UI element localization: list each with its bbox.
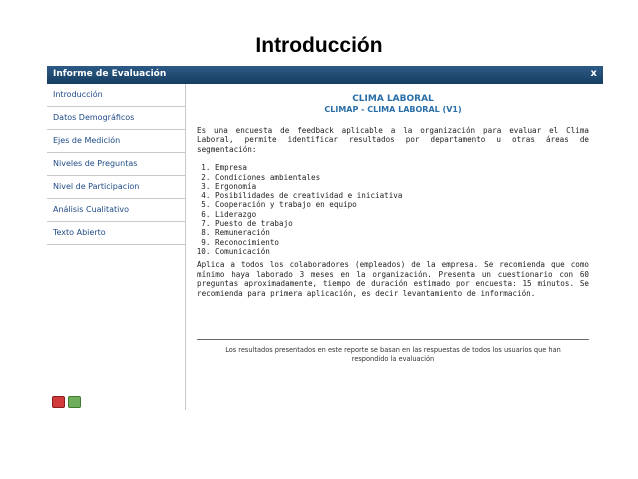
sidebar-item-texto-abierto[interactable]: Texto Abierto xyxy=(47,222,185,245)
divider xyxy=(197,339,589,340)
sidebar-item-analisis-cualitativo[interactable]: Análisis Cualitativo xyxy=(47,199,185,222)
list-item: 10. Comunicación xyxy=(215,247,589,256)
sidebar-item-introduccion[interactable]: Introducción xyxy=(47,84,185,107)
close-button[interactable]: x xyxy=(590,68,597,79)
dimension-list xyxy=(197,163,589,256)
sidebar-item-ejes-de-medicion[interactable]: Ejes de Medición xyxy=(47,130,185,153)
list-item: 3. Ergonomía xyxy=(215,182,589,191)
slide-title: Introducción xyxy=(255,34,383,57)
list-item: 4. Posibilidades de creatividad e iniciativa xyxy=(215,191,589,200)
footer-note xyxy=(197,346,589,364)
sidebar xyxy=(47,84,186,410)
report-window xyxy=(47,66,603,410)
list-item: 8. Remuneración xyxy=(215,228,589,237)
sidebar-item-datos-demograficos[interactable]: Datos Demográficos xyxy=(47,107,185,130)
pdf-export-icon[interactable] xyxy=(52,396,65,408)
intro-paragraph: Es una encuesta de feedback aplicable a la organización para evaluar el Clima Laboral, permite identificar resultados por departamento u otras áreas de segmentación: xyxy=(197,126,589,154)
sidebar-item-niveles-de-preguntas[interactable]: Niveles de Preguntas xyxy=(47,153,185,176)
list-item: 9. Reconocimiento xyxy=(215,238,589,247)
footer-line: respondido la evaluación xyxy=(351,355,435,363)
list-item: 6. Liderazgo xyxy=(215,210,589,219)
window-title: Informe de Evaluación xyxy=(53,69,167,79)
list-item: 7. Puesto de trabajo xyxy=(215,219,589,228)
footer-line: Los resultados presentados en este reporte se basan en las respuestas de todos los usuarios que han xyxy=(225,346,561,354)
excel-export-icon[interactable] xyxy=(68,396,81,408)
export-icons xyxy=(52,396,81,408)
report-content xyxy=(197,94,589,299)
sidebar-item-nivel-de-participacion[interactable]: Nivel de Participacion xyxy=(47,176,185,199)
application-paragraph: Aplica a todos los colaboradores (empleados) de la empresa. Se recomienda que como mínimo haya laborado 3 meses en la organización. Presenta un cuestionario con 60 preguntas aproximadamente, tiempo de duración estimado por encuesta: 15 minutos. Se recomienda para primera aplicación, es decir levantamiento de información. xyxy=(197,260,589,298)
list-item: 5. Cooperación y trabajo en equipo xyxy=(215,200,589,209)
window-titlebar xyxy=(47,66,603,84)
list-item: 2. Condiciones ambientales xyxy=(215,173,589,182)
list-item: 1. Empresa xyxy=(215,163,589,172)
report-heading: CLIMA LABORAL xyxy=(352,94,434,104)
report-subheading: CLIMAP - CLIMA LABORAL (V1) xyxy=(324,105,462,114)
